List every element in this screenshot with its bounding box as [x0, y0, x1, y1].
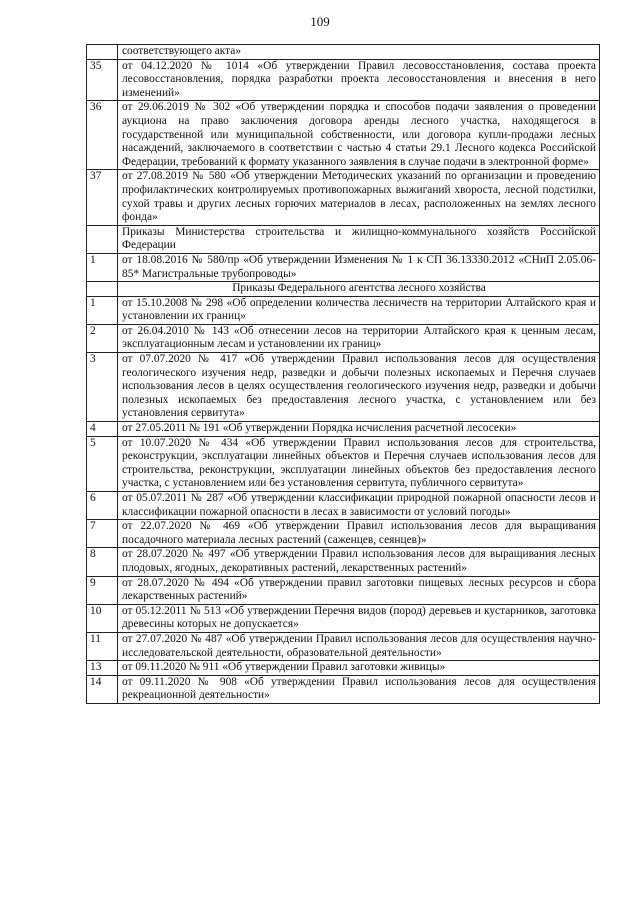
- row-number: 2: [87, 324, 118, 352]
- row-number: 7: [87, 520, 118, 548]
- act-description: от 27.05.2011 № 191 «Об утверждении Порядка исчисления расчетной лесосеки»: [118, 422, 600, 437]
- table-row: [87, 675, 600, 703]
- section-title: Приказы Министерства строительства и жилищно-коммунального хозяйств Российской Федерации: [118, 225, 600, 253]
- act-description: от 27.07.2020 № 487 «Об утверждении Правил использования лесов для осуществления научно-исследовательской деятельности, образовательной деятельности»: [118, 632, 600, 660]
- act-description: от 09.11.2020 № 911 «Об утверждении Правил заготовки живицы»: [118, 661, 600, 676]
- row-number: 1: [87, 253, 118, 281]
- section-header-row: [87, 282, 600, 297]
- table-row: [87, 170, 600, 225]
- row-number: [87, 45, 118, 60]
- row-number: 10: [87, 604, 118, 632]
- table-row: [87, 604, 600, 632]
- row-number: 36: [87, 101, 118, 170]
- table-row: [87, 632, 600, 660]
- table-row: [87, 59, 600, 101]
- act-description: от 09.11.2020 № 908 «Об утверждении Правил использования лесов для осуществления рекреационной деятельности»: [118, 675, 600, 703]
- act-description: от 27.08.2019 № 580 «Об утверждении Методических указаний по организации и проведению профилактических контролируемых противопожарных выжиганий хвороста, лесной подстилки, сухой травы и других лесных горючих материалов в лесах, расположенных на землях лесного фонда»: [118, 170, 600, 225]
- table-row: [87, 492, 600, 520]
- table-row: [87, 45, 600, 60]
- table-row: [87, 253, 600, 281]
- row-number: 14: [87, 675, 118, 703]
- row-number: [87, 225, 118, 253]
- table-row: [87, 324, 600, 352]
- table-row: [87, 353, 600, 422]
- section-header-row: [87, 225, 600, 253]
- table-row: [87, 436, 600, 491]
- table-row: [87, 576, 600, 604]
- act-description: от 07.07.2020 № 417 «Об утверждении Правил использования лесов для осуществления геологического изучения недр, разведки и добычи полезных ископаемых и Перечня случаев использования лесов в целях осуществления геологического изучения недр, разведки и добычи полезных ископаемых без предоставления лесного участка, с установлением или без установления сервитута»: [118, 353, 600, 422]
- table-row: [87, 296, 600, 324]
- act-description: от 29.06.2019 № 302 «Об утверждении порядка и способов подачи заявления о проведении аукциона на право заключения договора аренды лесного участка, находящегося в государственной или муниципальной собственности, или договора купли-продажи лесных насаждений, заключаемого в соответствии с частью 4 статьи 29.1 Лесного кодекса Российской Федерации, требований к формату указанного заявления в случае подачи в электронной форме»: [118, 101, 600, 170]
- table-row: [87, 422, 600, 437]
- page-number: 109: [310, 14, 330, 29]
- row-number: 9: [87, 576, 118, 604]
- row-number: 11: [87, 632, 118, 660]
- act-description: от 28.07.2020 № 497 «Об утверждении Правил использования лесов для выращивания лесных плодовых, ягодных, декоративных растений, лекарственных растений»: [118, 548, 600, 576]
- table-row: [87, 101, 600, 170]
- act-description: от 05.12.2011 № 513 «Об утверждении Перечня видов (пород) деревьев и кустарников, заготовка древесины которых не допускается»: [118, 604, 600, 632]
- act-description: от 05.07.2011 № 287 «Об утверждении классификации природной пожарной опасности лесов и классификации пожарной опасности в лесах в зависимости от условий погоды»: [118, 492, 600, 520]
- row-number: 13: [87, 661, 118, 676]
- act-description: от 28.07.2020 № 494 «Об утверждении правил заготовки пищевых лесных ресурсов и сбора лекарственных растений»: [118, 576, 600, 604]
- act-description: от 10.07.2020 № 434 «Об утверждении Правил использования лесов для строительства, реконструкции, эксплуатации линейных объектов и Перечня случаев использования лесов для строительства, реконструкции, эксплуатации линейных объектов без предоставления лесного участка, с установлением или без установления сервитута, публичного сервитута»: [118, 436, 600, 491]
- row-number: 37: [87, 170, 118, 225]
- act-description: от 04.12.2020 № 1014 «Об утверждении Правил лесовосстановления, состава проекта лесовосстановления, порядка разработки проекта лесовосстановления и внесения в него изменений»: [118, 59, 600, 101]
- row-number: 4: [87, 422, 118, 437]
- act-description: от 22.07.2020 № 469 «Об утверждении Правил использования лесов для выращивания посадочного материала лесных растений (саженцев, сеянцев)»: [118, 520, 600, 548]
- act-description: соответствующего акта»: [118, 45, 600, 60]
- row-number: [87, 282, 118, 297]
- row-number: 35: [87, 59, 118, 101]
- section-title: Приказы Федерального агентства лесного хозяйства: [118, 282, 600, 297]
- act-description: от 15.10.2008 № 298 «Об определении количества лесничеств на территории Алтайского края и установлении их границ»: [118, 296, 600, 324]
- row-number: 6: [87, 492, 118, 520]
- act-description: от 26.04.2010 № 143 «Об отнесении лесов на территории Алтайского края к ценным лесам, эксплуатационным лесам и установлении их границ»: [118, 324, 600, 352]
- table-row: [87, 661, 600, 676]
- row-number: 8: [87, 548, 118, 576]
- row-number: 3: [87, 353, 118, 422]
- row-number: 5: [87, 436, 118, 491]
- act-description: от 18.08.2016 № 580/пр «Об утверждении Изменения № 1 к СП 36.13330.2012 «СНиП 2.05.06-85* Магистральные трубопроводы»: [118, 253, 600, 281]
- legal-acts-table: [86, 44, 600, 704]
- table-row: [87, 548, 600, 576]
- table-row: [87, 520, 600, 548]
- row-number: 1: [87, 296, 118, 324]
